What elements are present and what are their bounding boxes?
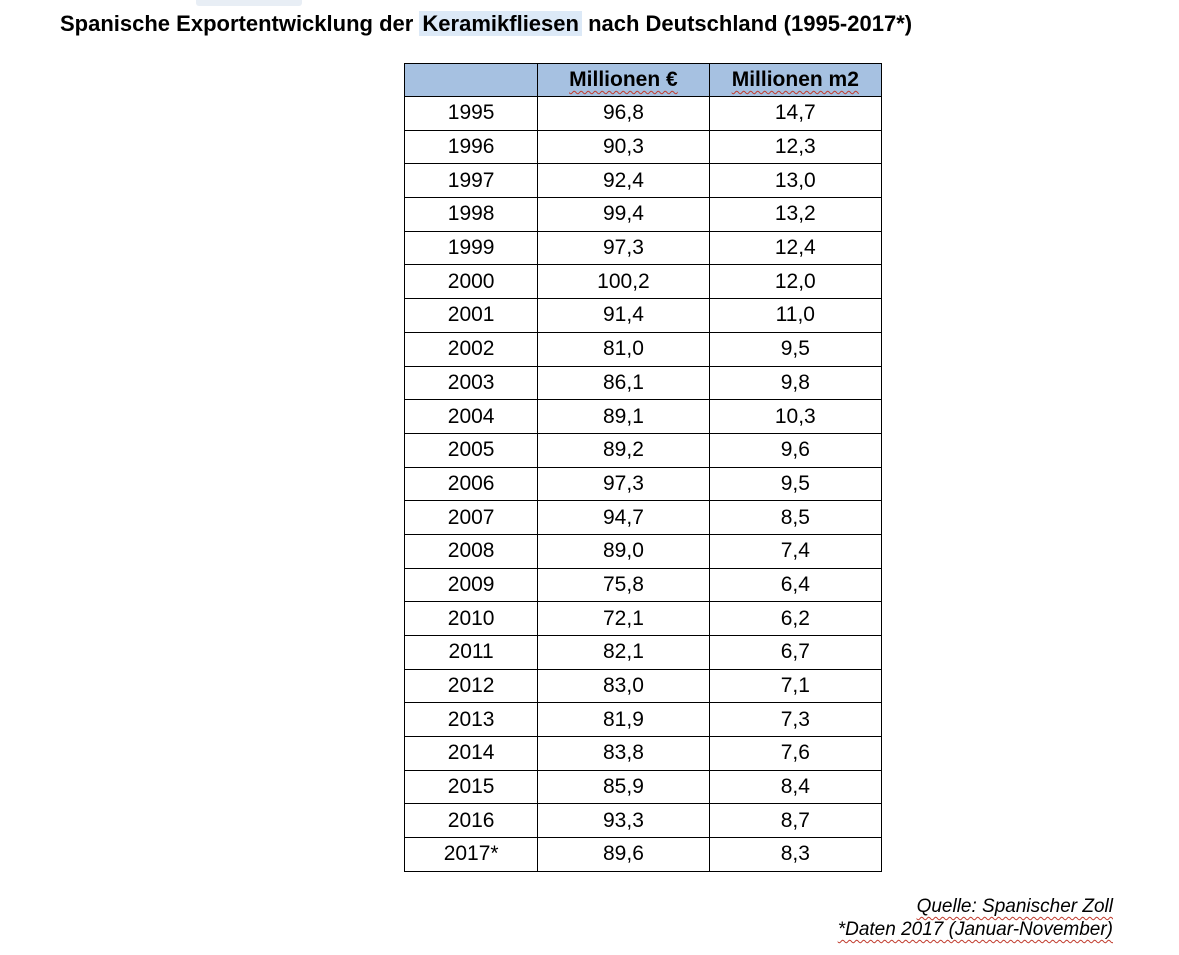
table-row [405, 130, 882, 164]
million-eur-cell: 97,3 [538, 231, 709, 265]
table-row [405, 602, 882, 636]
table-row [405, 164, 882, 198]
million-eur-cell: 86,1 [538, 366, 709, 400]
header-million-m2 [709, 64, 881, 97]
year-cell: 2002 [405, 332, 538, 366]
title-text-after: nach Deutschland (1995-2017*) [581, 11, 913, 36]
million-eur-cell: 85,9 [538, 770, 709, 804]
million-eur-cell: 91,4 [538, 299, 709, 333]
table-row [405, 838, 882, 872]
year-cell: 2015 [405, 770, 538, 804]
million-eur-cell: 94,7 [538, 501, 709, 535]
data-period-footnote-text: *Daten 2017 (Januar-November) [837, 919, 1113, 940]
million-m2-cell: 12,3 [709, 130, 881, 164]
year-cell: 2012 [405, 669, 538, 703]
table-header-row [405, 64, 882, 97]
million-m2-cell: 8,7 [709, 804, 881, 838]
year-cell: 2016 [405, 804, 538, 838]
title-highlighted-word[interactable]: Keramikfliesen [419, 11, 582, 36]
million-m2-cell: 12,0 [709, 265, 881, 299]
million-eur-cell: 89,0 [538, 534, 709, 568]
million-eur-cell: 90,3 [538, 130, 709, 164]
year-cell: 1999 [405, 231, 538, 265]
table-row [405, 400, 882, 434]
year-cell: 2014 [405, 737, 538, 771]
year-cell: 2001 [405, 299, 538, 333]
table-row [405, 534, 882, 568]
header-million-eur [538, 64, 709, 97]
million-eur-cell: 75,8 [538, 568, 709, 602]
million-m2-cell: 11,0 [709, 299, 881, 333]
year-cell: 1996 [405, 130, 538, 164]
million-eur-cell: 100,2 [538, 265, 709, 299]
million-m2-cell: 9,5 [709, 467, 881, 501]
million-m2-cell: 7,4 [709, 534, 881, 568]
source-footnote [917, 896, 1113, 918]
year-cell: 2006 [405, 467, 538, 501]
table-row [405, 433, 882, 467]
million-m2-cell: 9,5 [709, 332, 881, 366]
table-row [405, 265, 882, 299]
table-row [405, 568, 882, 602]
table-row [405, 198, 882, 232]
million-eur-cell: 93,3 [538, 804, 709, 838]
million-m2-cell: 9,6 [709, 433, 881, 467]
million-m2-cell: 13,2 [709, 198, 881, 232]
million-eur-cell: 82,1 [538, 636, 709, 670]
year-cell: 2007 [405, 501, 538, 535]
year-cell: 2000 [405, 265, 538, 299]
million-m2-cell: 6,2 [709, 602, 881, 636]
header-million-m2-label: Millionen m2 [731, 68, 859, 91]
document-tab-decoration [196, 0, 302, 6]
million-m2-cell: 7,3 [709, 703, 881, 737]
million-eur-cell: 92,4 [538, 164, 709, 198]
year-cell: 2011 [405, 636, 538, 670]
million-eur-cell: 89,6 [538, 838, 709, 872]
million-eur-cell: 81,9 [538, 703, 709, 737]
table-row [405, 804, 882, 838]
year-cell: 1998 [405, 198, 538, 232]
title-text-before: Spanische Exportentwicklung der [60, 11, 420, 36]
million-eur-cell: 89,2 [538, 433, 709, 467]
table-row [405, 703, 882, 737]
million-m2-cell: 12,4 [709, 231, 881, 265]
million-m2-cell: 8,3 [709, 838, 881, 872]
million-eur-cell: 83,0 [538, 669, 709, 703]
million-m2-cell: 14,7 [709, 97, 881, 131]
year-cell: 2004 [405, 400, 538, 434]
table-row [405, 770, 882, 804]
million-m2-cell: 7,6 [709, 737, 881, 771]
million-m2-cell: 10,3 [709, 400, 881, 434]
million-m2-cell: 9,8 [709, 366, 881, 400]
year-cell: 2010 [405, 602, 538, 636]
table-row [405, 299, 882, 333]
year-cell: 1997 [405, 164, 538, 198]
table-row [405, 467, 882, 501]
year-cell: 2008 [405, 534, 538, 568]
table-row [405, 737, 882, 771]
million-eur-cell: 89,1 [538, 400, 709, 434]
table-row [405, 501, 882, 535]
million-eur-cell: 96,8 [538, 97, 709, 131]
page-title [60, 8, 912, 40]
year-cell: 2005 [405, 433, 538, 467]
header-million-eur-label: Millionen € [569, 68, 678, 91]
year-cell: 2013 [405, 703, 538, 737]
year-cell: 2017* [405, 838, 538, 872]
million-eur-cell: 72,1 [538, 602, 709, 636]
table-row [405, 332, 882, 366]
table-row [405, 97, 882, 131]
export-data-table [404, 63, 882, 872]
million-m2-cell: 7,1 [709, 669, 881, 703]
million-eur-cell: 83,8 [538, 737, 709, 771]
data-period-footnote [838, 919, 1113, 941]
million-eur-cell: 81,0 [538, 332, 709, 366]
table-row [405, 669, 882, 703]
year-cell: 2003 [405, 366, 538, 400]
table-body [405, 97, 882, 872]
year-cell: 1995 [405, 97, 538, 131]
million-m2-cell: 6,7 [709, 636, 881, 670]
million-m2-cell: 6,4 [709, 568, 881, 602]
table-row [405, 636, 882, 670]
header-year [405, 64, 538, 97]
million-m2-cell: 8,4 [709, 770, 881, 804]
million-m2-cell: 8,5 [709, 501, 881, 535]
table-row [405, 366, 882, 400]
table-row [405, 231, 882, 265]
million-eur-cell: 99,4 [538, 198, 709, 232]
million-m2-cell: 13,0 [709, 164, 881, 198]
year-cell: 2009 [405, 568, 538, 602]
source-footnote-text: Quelle: Spanischer Zoll [916, 896, 1113, 917]
million-eur-cell: 97,3 [538, 467, 709, 501]
